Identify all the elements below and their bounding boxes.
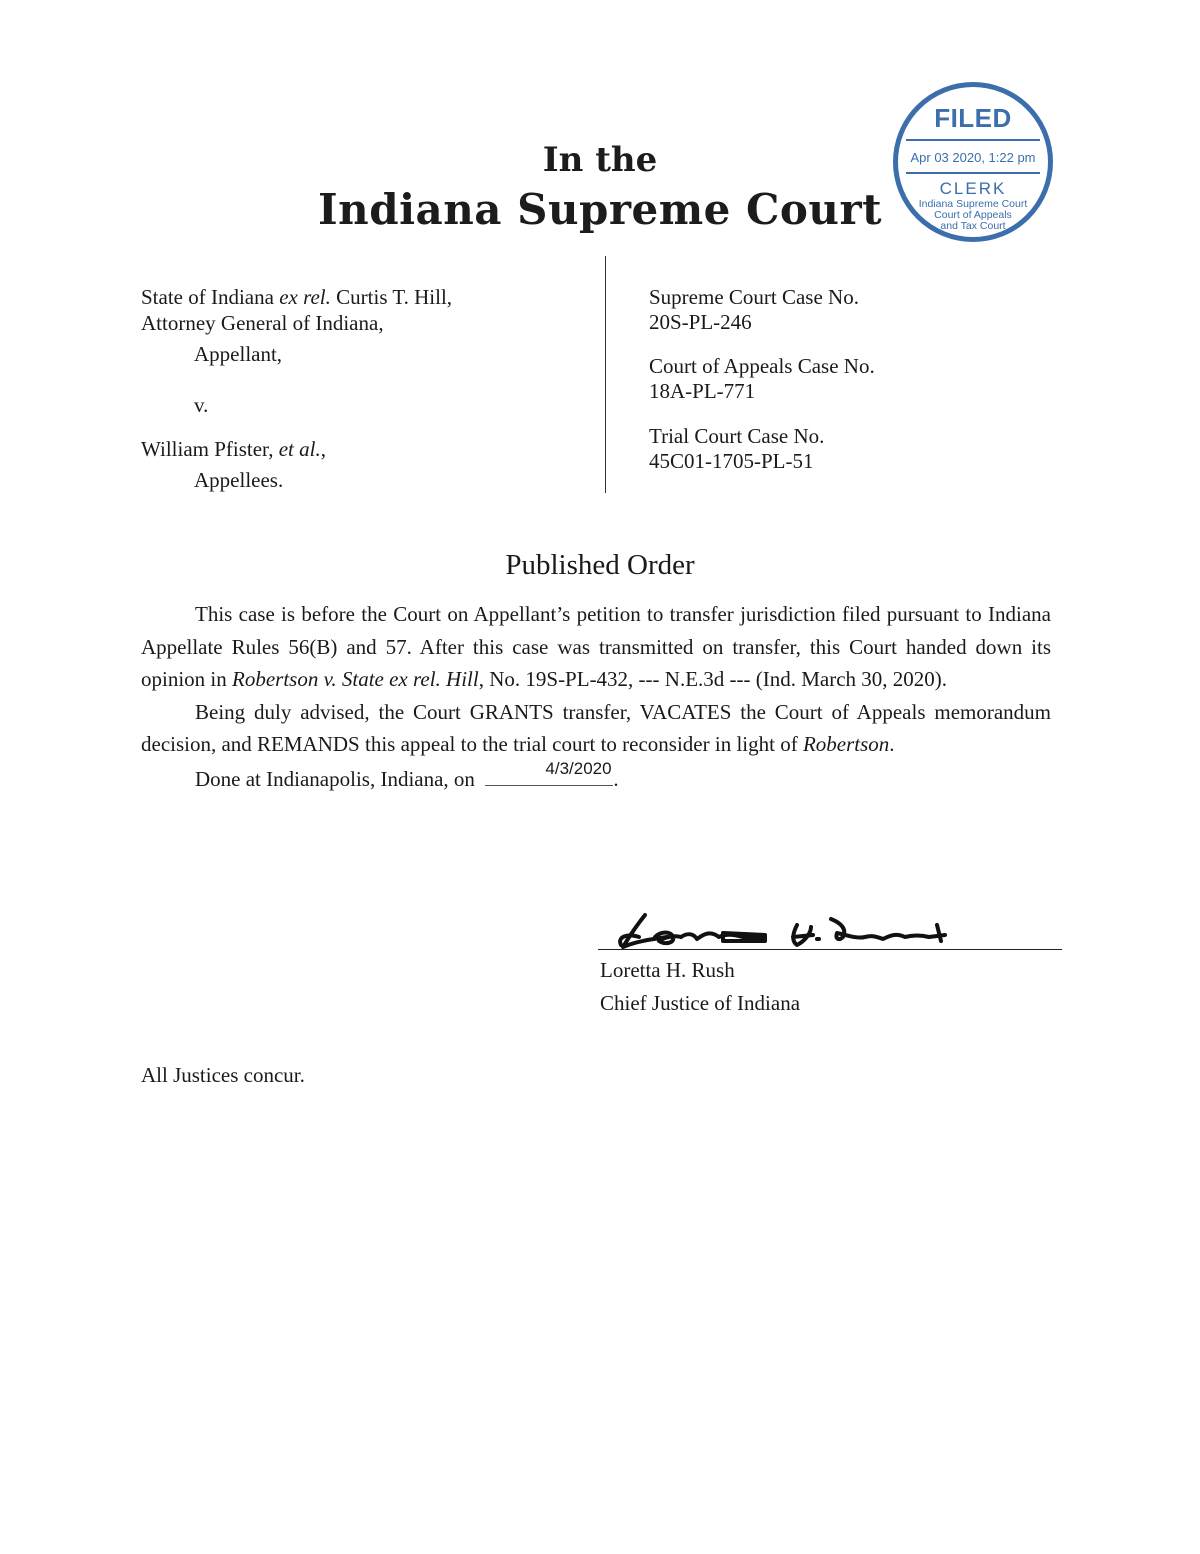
role-appellees: Appellees.	[194, 468, 284, 492]
party1-line1	[141, 284, 452, 310]
party1-line2: Attorney General of Indiana,	[141, 311, 384, 335]
supreme-case-label: Supreme Court Case No.	[649, 285, 859, 309]
done-text: Done at Indianapolis, Indiana, on	[195, 766, 475, 791]
party1-relator: Curtis T. Hill,	[336, 285, 453, 309]
trial-case-label: Trial Court Case No.	[649, 424, 825, 448]
done-line	[141, 758, 1051, 796]
stamp-rule	[906, 139, 1040, 141]
supreme-case-number: 20S-PL-246	[649, 310, 752, 334]
party1-exrel: ex rel.	[279, 285, 331, 309]
party1-name: State of Indiana	[141, 285, 274, 309]
handwritten-signature	[615, 907, 975, 955]
stamp-sub-line: and Tax Court	[940, 220, 1006, 232]
stamp-rule	[906, 172, 1040, 174]
court-heading-line1: In the	[542, 140, 658, 180]
party2-comma: ,	[320, 437, 326, 461]
paragraph-2	[141, 696, 1051, 761]
appeals-case-label: Court of Appeals Case No.	[649, 354, 875, 378]
stamp-sub-line: Indiana Supreme Court	[918, 198, 1028, 210]
party2-name: William Pfister,	[141, 437, 274, 461]
caption-divider	[605, 256, 606, 493]
stamp-clerk: CLERK	[939, 179, 1007, 198]
stamp-sub-line: Court of Appeals	[934, 209, 1012, 221]
stamp-status: FILED	[934, 103, 1012, 133]
party2-etal: et al.	[278, 437, 321, 461]
p1-text-b: , No. 19S-PL-432, --- N.E.3d --- (Ind. March 30, 2020).	[478, 667, 948, 691]
p2-text-b: .	[889, 732, 895, 756]
role-appellant: Appellant,	[194, 342, 283, 366]
p1-case-citation: Robertson v. State ex rel. Hill	[232, 667, 479, 691]
date-blank	[485, 758, 613, 786]
done-date: 4/3/2020	[545, 758, 612, 778]
versus: v.	[194, 393, 209, 417]
order-title: Published Order	[505, 549, 695, 581]
filed-stamp	[893, 82, 1053, 242]
p2-text-a: Being duly advised, the Court GRANTS transfer, VACATES the Court of Appeals memorandum decision, and REMANDS this appeal to the trial court to reconsider in light of	[141, 699, 1051, 756]
court-heading-line2: Indiana Supreme Court	[318, 185, 882, 234]
p2-case-citation: Robertson	[802, 732, 890, 756]
p1-text-a: This case is before the Court on Appellant’s petition to transfer jurisdiction filed pursuant to Indiana Appellate Rules 56(B) and 57. After this case was transmitted on transfer, this Court handed down its opinion in	[141, 602, 1051, 691]
signatory-title: Chief Justice of Indiana	[600, 991, 801, 1015]
signatory-name: Loretta H. Rush	[600, 958, 735, 982]
signature-line	[598, 949, 1062, 950]
party2-line	[141, 436, 326, 462]
appeals-case-number: 18A-PL-771	[649, 379, 756, 403]
trial-case-number: 45C01-1705-PL-51	[649, 449, 814, 473]
concurrence: All Justices concur.	[141, 1063, 305, 1087]
paragraph-1	[141, 598, 1051, 696]
stamp-datetime: Apr 03 2020, 1:22 pm	[910, 150, 1036, 165]
done-period: .	[613, 766, 619, 791]
order-body	[141, 598, 1051, 795]
